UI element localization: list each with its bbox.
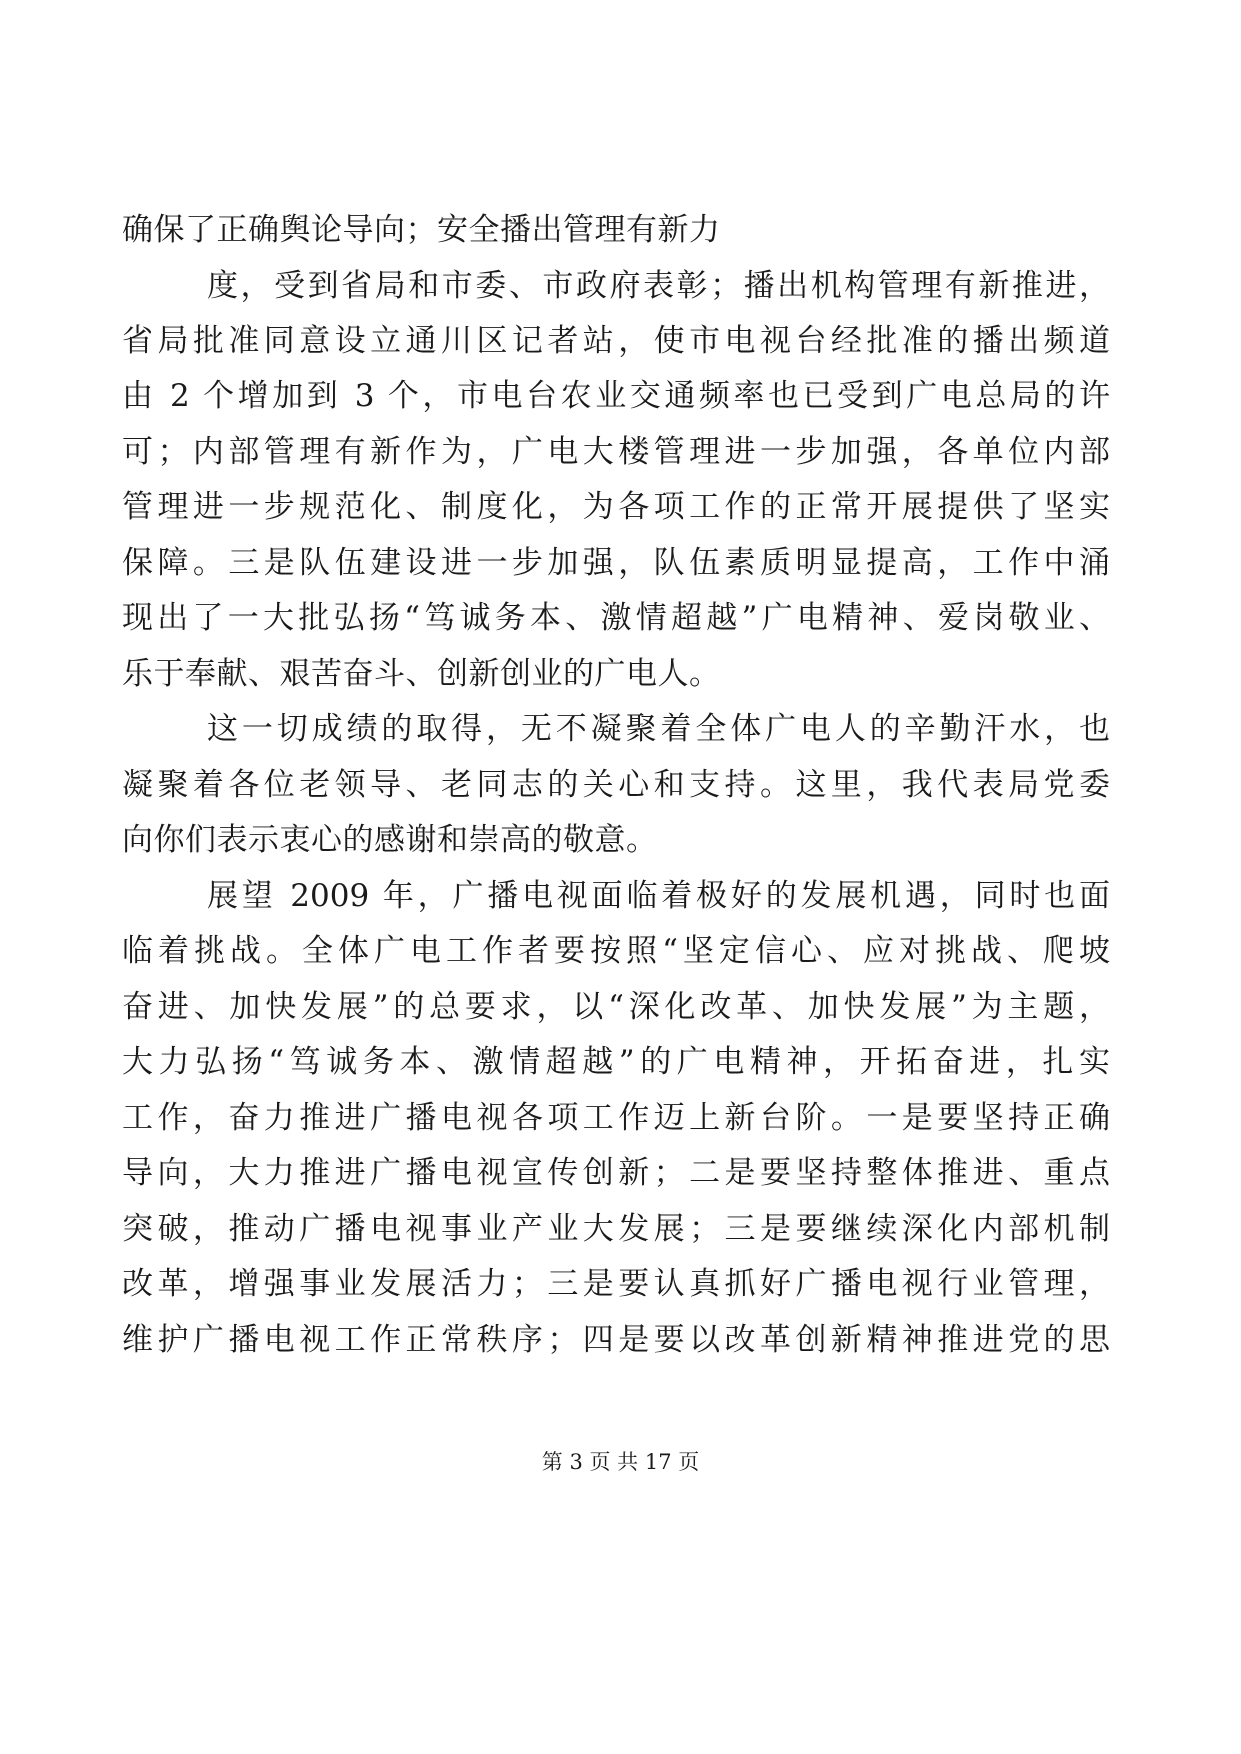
- text-line: 改革，增强事业发展活力；三是要认真抓好广播电视行业管理，: [122, 1266, 1110, 1302]
- text-line: 突破，推动广播电视事业产业大发展；三是要继续深化内部机制: [122, 1211, 1110, 1247]
- text-line: 凝聚着各位老领导、老同志的关心和支持。这里，我代表局党委: [122, 767, 1110, 803]
- text-line: 向你们表示衷心的感谢和崇高的敬意。: [122, 822, 658, 858]
- text-line: 乐于奉献、艰苦奋斗、创新创业的广电人。: [122, 656, 721, 692]
- text-line: 奋进、加快发展”的总要求，以“深化改革、加快发展”为主题，: [122, 989, 1110, 1025]
- text-line: 省局批准同意设立通川区记者站，使市电视台经批准的播出频道: [122, 323, 1110, 359]
- text-line: 维护广播电视工作正常秩序；四是要以改革创新精神推进党的思: [122, 1322, 1110, 1358]
- text-line: 度，受到省局和市委、市政府表彰；播出机构管理有新推进，: [207, 268, 1110, 304]
- text-line: 临着挑战。全体广电工作者要按照“坚定信心、应对挑战、爬坡: [122, 933, 1110, 969]
- text-line: 现出了一大批弘扬“笃诚务本、激情超越”广电精神、爱岗敬业、: [122, 600, 1110, 636]
- text-line: 管理进一步规范化、制度化，为各项工作的正常开展提供了坚实: [122, 489, 1110, 525]
- text-line: 工作，奋力推进广播电视各项工作迈上新台阶。一是要坚持正确: [122, 1100, 1110, 1136]
- text-line: 大力弘扬“笃诚务本、激情超越”的广电精神，开拓奋进，扎实: [122, 1044, 1110, 1080]
- text-line: 保障。三是队伍建设进一步加强，队伍素质明显提高，工作中涌: [122, 545, 1110, 581]
- text-line: 确保了正确舆论导向；安全播出管理有新力: [122, 212, 721, 248]
- text-line: 导向，大力推进广播电视宣传创新；二是要坚持整体推进、重点: [122, 1155, 1110, 1191]
- text-line: 可；内部管理有新作为，广电大楼管理进一步加强，各单位内部: [122, 434, 1110, 470]
- page-number: 第 3 页 共 17 页: [541, 1450, 700, 1474]
- text-line: 这一切成绩的取得，无不凝聚着全体广电人的辛勤汗水，也: [207, 711, 1110, 747]
- text-line: 展望 2009 年，广播电视面临着极好的发展机遇，同时也面: [207, 878, 1110, 914]
- text-line: 由 2 个增加到 3 个，市电台农业交通频率也已受到广电总局的许: [122, 378, 1110, 414]
- page-footer: [0, 1448, 1241, 1476]
